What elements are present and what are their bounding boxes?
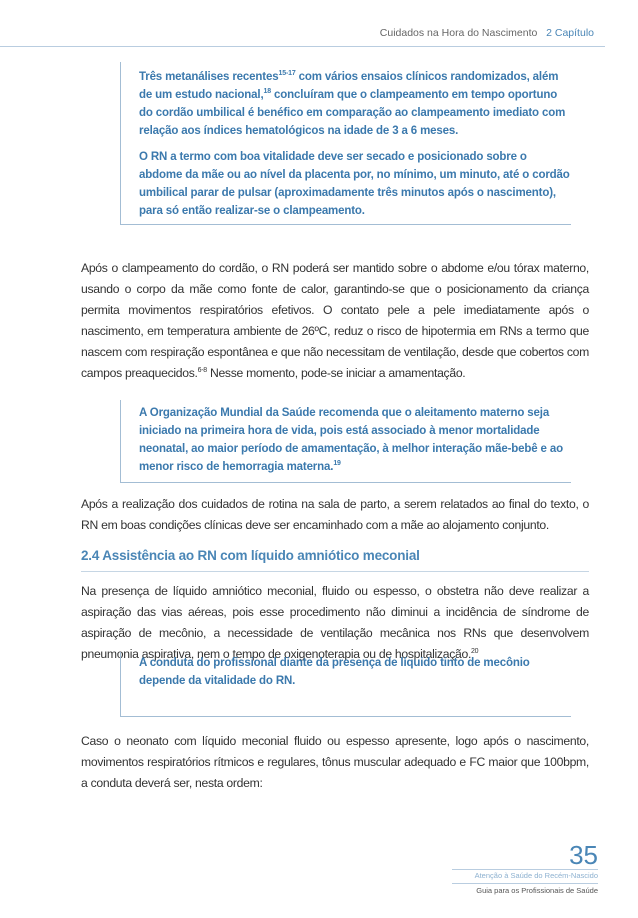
reference-superscript: 18: [263, 88, 271, 96]
footer-rule-bottom: [452, 883, 598, 884]
page-number: 35: [569, 840, 598, 870]
reference-superscript: 19: [333, 460, 341, 468]
callout-paragraph-metanalyses: Três metanálises recentes$^{15-17}$ com vários ensaios clínicos randomizados, além de um estudo nacional,$^{18}$ concluíram que o clampeamento em tempo oportuno do cordão umbilical é benéfico em comparação ao clampeamento imediato com relação aos índices hematológicos na idade de 3 a 6 meses.: [139, 70, 566, 137]
section-title: 2.4 Assistência ao RN com líquido amniótico meconial: [81, 548, 420, 563]
body-paragraph-procedure: Caso o neonato com líquido meconial fluido ou espesso apresente, logo após o nascimento, movimentos respiratórios rítmicos e regulares, tônus muscular adequado e FC maior que 100bpm, a conduta deverá ser, nesta ordem:: [81, 734, 589, 790]
running-header: [380, 27, 594, 39]
footer-publication-subtitle: Guia para os Profissionais de Saúde: [476, 886, 598, 895]
section-rule: [81, 571, 589, 572]
callout-box-professional-conduct: [120, 652, 571, 717]
body-paragraph-rooming-in: Após a realização dos cuidados de rotina na sala de parto, a serem relatados ao final do texto, o RN em boas condições clínicas deve ser encaminhado com a mãe ao alojamento conjunto.: [81, 497, 589, 532]
callout-paragraph-conduct: A conduta do profissional diante da presença de líquido tinto de mecônio depende da vitalidade do RN.: [139, 657, 530, 687]
callout-box-breastfeeding: [120, 400, 571, 483]
reference-superscript: 15-17: [278, 70, 296, 78]
header-title: Cuidados na Hora do Nascimento: [379, 27, 538, 39]
header-rule: [0, 46, 605, 47]
body-paragraph-skin-contact: Após o clampeamento do cordão, o RN poderá ser mantido sobre o abdome e/ou tórax materno, usando o corpo da mãe como fonte de calor, garantindo-se que o posicionamento da criança permita movimentos respiratórios efetivos. O contato pele a pele imediatamente após o nascimento, em temperatura ambiente de 26ºC, reduz o risco de hipotermia em RNs a termo que nascem com respiração espontânea e que não necessitam de ventilação, desde que cobertos com campos preaquecidos.$^{6-8}$ Nesse momento, pode-se iniciar a amamentação.: [81, 261, 589, 380]
body-paragraph-meconium: Na presença de líquido amniótico meconial, fluido ou espesso, o obstetra não deve realizar a aspiração das vias aéreas, pois esse procedimento não diminui a incidência de síndrome de aspiração de mecônio, a necessidade de ventilação mecânica nos RNs que desenvolvem pneumonia aspirativa, nem o tempo de oxigenoterapia ou de hospitalização.$^{20}$: [81, 584, 589, 661]
reference-superscript: 6-8: [197, 366, 207, 374]
footer-rule-top: [452, 869, 598, 870]
reference-superscript: 20: [471, 647, 479, 655]
header-chapter: 2 Capítulo: [546, 27, 594, 39]
callout-paragraph-term-newborn: O RN a termo com boa vitalidade deve ser secado e posicionado sobre o abdome da mãe ou ao nível da placenta por, no mínimo, um minuto, até o cordão umbilical parar de pulsar (aproximadamente três minutos após o nascimento), para só então realizar-se o clampeamento.: [139, 151, 570, 217]
callout-paragraph-who: A Organização Mundial da Saúde recomenda que o aleitamento materno seja iniciado na primeira hora de vida, pois está associado à menor mortalidade neonatal, ao maior período de amamentação, à melhor interação mãe-bebê e ao menor risco de hemorragia materna.$^{19}$: [139, 407, 563, 473]
footer-publication-title: Atenção à Saúde do Recém-Nascido: [474, 871, 598, 880]
callout-box-cord-clamping: [120, 62, 571, 225]
